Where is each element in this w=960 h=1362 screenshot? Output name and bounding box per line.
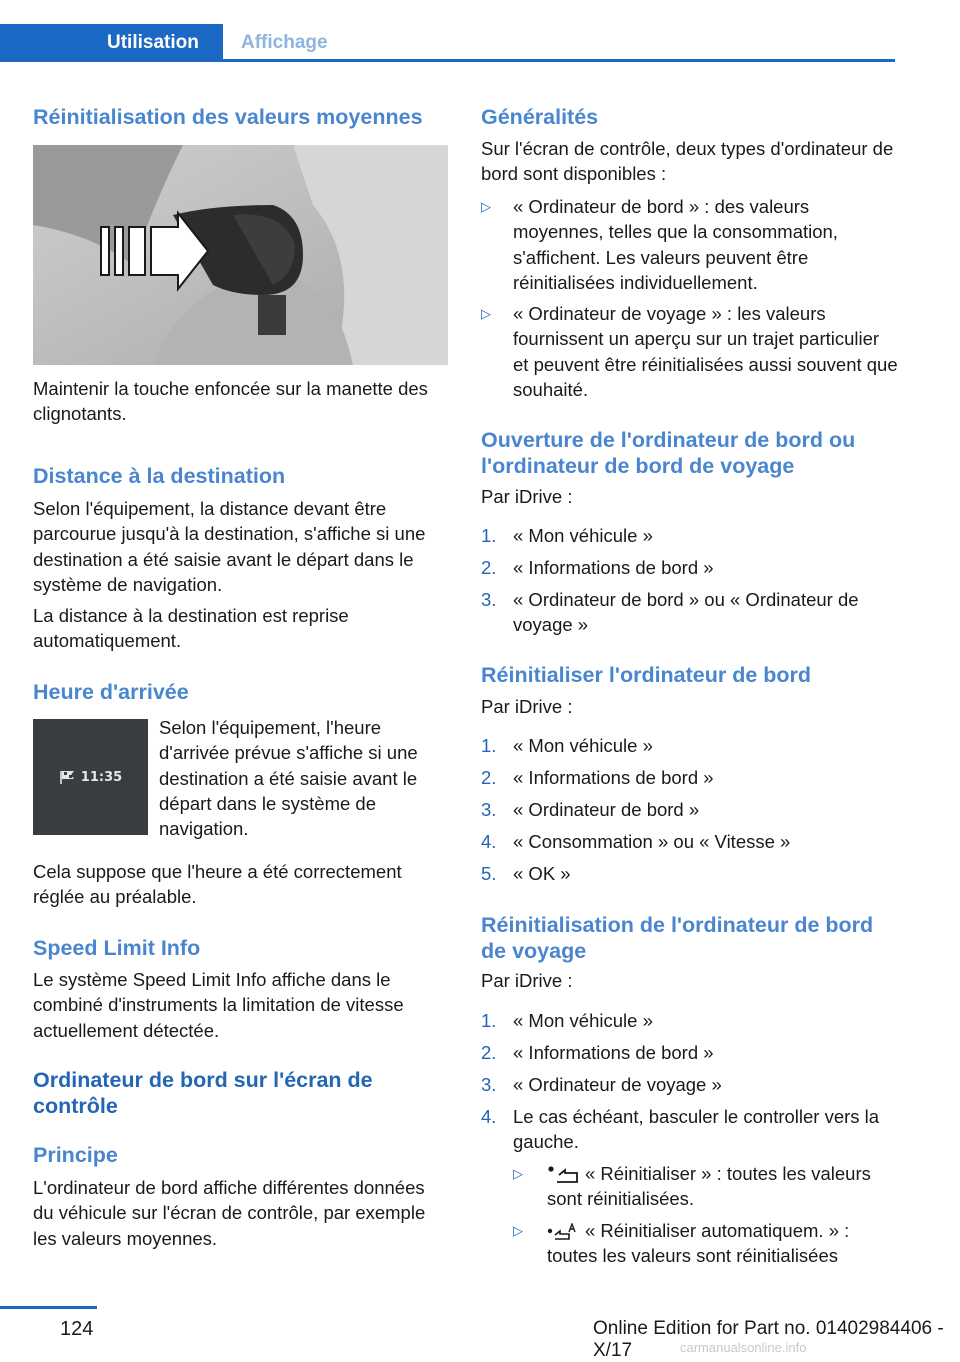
header-rule xyxy=(0,59,895,62)
heading-general: Généralités xyxy=(481,105,599,129)
reset-icon xyxy=(547,1166,579,1184)
distance-paragraph-1: Selon l'équipement, la distance devant être parcourue jusqu'à la destination, s'affiche si une destination a été saisie avant le départ dans le système de navigation. xyxy=(33,498,426,595)
tab-utilisation[interactable]: Utilisation xyxy=(0,24,223,62)
clock-value: 11:35 xyxy=(80,769,123,785)
par-idrive-3: Par iDrive : xyxy=(481,970,573,991)
heading-principle: Principe xyxy=(33,1143,118,1167)
heading-arrival: Heure d'arrivée xyxy=(33,680,189,704)
par-idrive-2: Par iDrive : xyxy=(481,696,573,717)
heading-reset-averages: Réinitialisation des valeurs moyennes xyxy=(33,105,423,129)
heading-reset-trip: Réinitialisation de l'ordinateur de bord de voyage xyxy=(481,913,874,963)
principle-paragraph: L'ordinateur de bord affiche différentes données du véhicule sur l'écran de contrôle, par exemple les valeurs moyennes. xyxy=(33,1177,426,1249)
distance-paragraph-2: La distance à la destination est reprise automatiquement. xyxy=(33,605,349,652)
triangle-bullet-icon: ▷ xyxy=(481,306,491,321)
speed-limit-paragraph: Le système Speed Limit Info affiche dans le combiné d'instruments la limitation de vitesse actuellement détectée. xyxy=(33,969,404,1041)
triangle-bullet-icon: ▷ xyxy=(513,1223,523,1238)
arrival-time-display xyxy=(33,719,148,835)
heading-speed-limit: Speed Limit Info xyxy=(33,936,201,960)
par-idrive-1: Par iDrive : xyxy=(481,486,573,507)
triangle-bullet-icon: ▷ xyxy=(513,1166,523,1181)
page-number: 124 xyxy=(60,1318,94,1340)
footer-rule xyxy=(0,1306,97,1309)
arrival-paragraph-2: Cela suppose que l'heure a été correctement réglée au préalable. xyxy=(33,861,402,908)
arrival-paragraph-1: Selon l'équipement, l'heure d'arrivée prévue s'affiche si une destination a été saisie avant le départ dans le système de navigation. xyxy=(159,717,418,840)
flag-icon xyxy=(59,769,77,785)
edition-text: Online Edition for Part no. 01402984406 - X/17 xyxy=(593,1318,944,1361)
heading-reset-computer: Réinitialiser l'ordinateur de bord xyxy=(481,663,812,687)
turn-signal-lever-photo xyxy=(33,145,448,365)
lever-illustration xyxy=(33,145,448,365)
header-tabs xyxy=(0,0,895,62)
auto-reset-icon xyxy=(547,1223,579,1241)
heading-open-computer: Ouverture de l'ordinateur de bord ou l'ordinateur de bord de voyage xyxy=(481,428,856,478)
watermark: carmanualsonline.info xyxy=(680,1340,807,1355)
general-paragraph: Sur l'écran de contrôle, deux types d'ordinateur de bord sont disponibles : xyxy=(481,138,894,185)
photo-caption: Maintenir la touche enfoncée sur la manette des clignotants. xyxy=(33,378,428,425)
heading-distance: Distance à la destination xyxy=(33,464,286,488)
triangle-bullet-icon: ▷ xyxy=(481,199,491,214)
tab-affichage[interactable]: Affichage xyxy=(241,32,328,53)
heading-onboard-computer: Ordinateur de bord sur l'écran de contrôle xyxy=(33,1068,373,1118)
